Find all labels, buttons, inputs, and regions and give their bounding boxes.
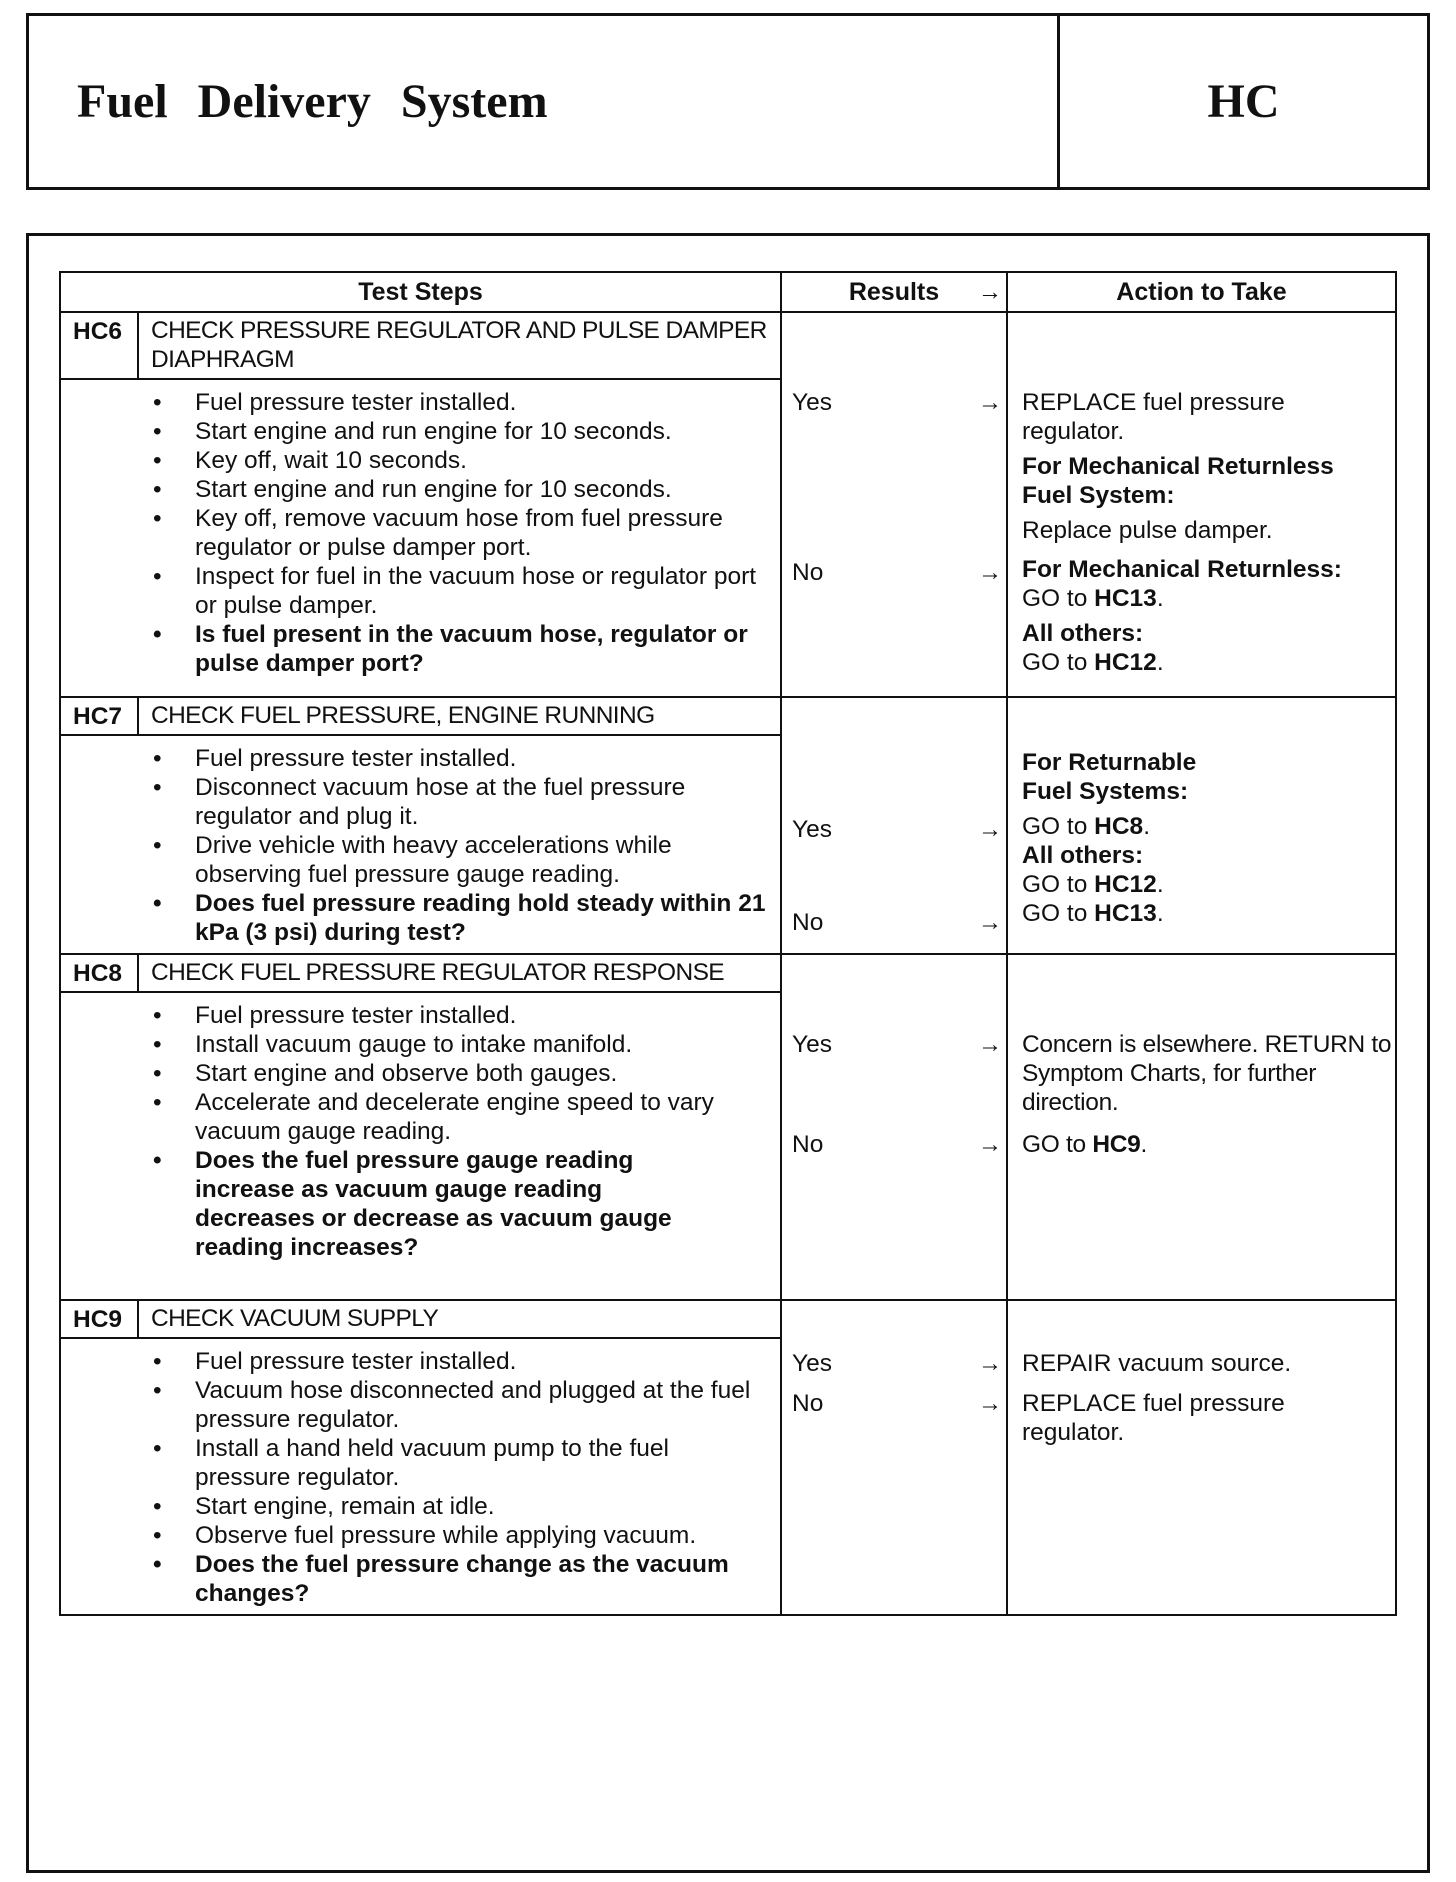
list-item: • Fuel pressure tester installed.: [195, 1347, 770, 1376]
action-heading: All others:: [1022, 842, 1144, 869]
step-question: • Is fuel present in the vacuum hose, regulator or pulse damper port?: [195, 620, 770, 678]
step-id: HC8: [61, 955, 139, 991]
list-item: • Disconnect vacuum hose at the fuel pressure regulator and plug it.: [195, 773, 770, 831]
table-header-row: [60, 272, 1396, 312]
action-text: Concern is elsewhere. RETURN to Symptom Charts, for further direction.: [1022, 1031, 1392, 1116]
content-frame: [26, 233, 1430, 1873]
step-question: • Does the fuel pressure change as the vacuum changes?: [195, 1550, 770, 1608]
step-title: CHECK PRESSURE REGULATOR AND PULSE DAMPER DIAPHRAGM: [151, 317, 767, 373]
action-text: REPAIR vacuum source.: [1022, 1350, 1292, 1377]
list-item: • Observe fuel pressure while applying vacuum.: [195, 1521, 770, 1550]
action-goto: GO to HC13.: [1022, 900, 1164, 927]
page-header: [26, 13, 1430, 190]
list-item: • Key off, remove vacuum hose from fuel pressure regulator or pulse damper port.: [195, 504, 770, 562]
list-item: • Inspect for fuel in the vacuum hose or regulator port or pulse damper.: [195, 562, 770, 620]
step-id: HC9: [61, 1301, 139, 1337]
result-yes: Yes →: [792, 816, 1002, 843]
action-cell: [1007, 954, 1396, 1300]
arrow-icon: →: [978, 389, 1002, 416]
list-item: • Start engine and observe both gauges.: [195, 1059, 720, 1088]
arrow-icon: →: [978, 278, 1002, 306]
action-goto: GO to HC9.: [1022, 1131, 1148, 1158]
step-cell: [60, 1300, 781, 1615]
step-bullets: [61, 993, 780, 1268]
action-heading: For Mechanical Returnless:: [1022, 556, 1342, 583]
arrow-icon: →: [978, 816, 1002, 843]
arrow-icon: →: [978, 909, 1002, 936]
result-yes: Yes →: [792, 1350, 1002, 1377]
table-row: [60, 1300, 1396, 1615]
action-text: REPLACE fuel pressure regulator.: [1022, 389, 1285, 445]
step-bullets: [61, 736, 780, 953]
table-row: [60, 697, 1396, 954]
result-no: No →: [792, 559, 1002, 586]
result-no: No →: [792, 909, 1002, 936]
arrow-icon: →: [978, 1031, 1002, 1058]
list-item: • Fuel pressure tester installed.: [195, 744, 770, 773]
arrow-icon: →: [978, 1350, 1002, 1377]
action-goto: GO to HC8.: [1022, 813, 1150, 840]
step-cell: [60, 312, 781, 697]
step-question: • Does the fuel pressure gauge reading increase as vacuum gauge reading decreases or decrease as vacuum gauge reading increases?: [195, 1146, 720, 1262]
action-heading: All others:: [1022, 620, 1144, 647]
action-heading: For Mechanical Returnless Fuel System:: [1022, 453, 1334, 509]
list-item: • Drive vehicle with heavy accelerations while observing fuel pressure gauge reading.: [195, 831, 770, 889]
list-item: • Start engine and run engine for 10 seconds.: [195, 417, 770, 446]
action-goto: GO to HC12.: [1022, 649, 1164, 676]
result-yes: Yes →: [792, 389, 1002, 416]
list-item: • Start engine and run engine for 10 seconds.: [195, 475, 770, 504]
list-item: • Fuel pressure tester installed.: [195, 388, 770, 417]
list-item: • Key off, wait 10 seconds.: [195, 446, 770, 475]
results-cell: [781, 697, 1007, 954]
arrow-icon: →: [978, 559, 1002, 586]
header-results-label: Results: [848, 277, 940, 306]
step-cell: [60, 954, 781, 1300]
results-cell: [781, 312, 1007, 697]
list-item: • Fuel pressure tester installed.: [195, 1001, 720, 1030]
action-goto: GO to HC12.: [1022, 871, 1164, 898]
action-cell: [1007, 312, 1396, 697]
results-cell: [781, 1300, 1007, 1615]
action-goto: GO to HC13.: [1022, 585, 1164, 612]
step-question: • Does fuel pressure reading hold steady within 21 kPa (3 psi) during test?: [195, 889, 770, 947]
list-item: • Install vacuum gauge to intake manifold.: [195, 1030, 720, 1059]
step-id: HC7: [61, 698, 139, 734]
step-title: CHECK FUEL PRESSURE, ENGINE RUNNING: [151, 702, 655, 729]
list-item: • Start engine, remain at idle.: [195, 1492, 770, 1521]
list-item: • Install a hand held vacuum pump to the fuel pressure regulator.: [195, 1434, 770, 1492]
table-row: [60, 312, 1396, 697]
step-id: HC6: [61, 313, 139, 378]
step-title: CHECK VACUUM SUPPLY: [151, 1305, 439, 1332]
header-action: Action to Take: [1007, 272, 1396, 312]
section-title: Fuel Delivery System: [29, 16, 1060, 187]
header-test-steps: Test Steps: [60, 272, 781, 312]
arrow-icon: →: [978, 1390, 1002, 1417]
header-results: [781, 272, 1007, 312]
action-text: Replace pulse damper.: [1022, 517, 1273, 544]
step-title: CHECK FUEL PRESSURE REGULATOR RESPONSE: [151, 959, 725, 986]
result-no: No →: [792, 1390, 1002, 1417]
step-cell: [60, 697, 781, 954]
arrow-icon: →: [978, 1131, 1002, 1158]
step-bullets: [61, 1339, 780, 1614]
action-cell: [1007, 697, 1396, 954]
result-no: No →: [792, 1131, 1002, 1158]
action-heading: For Returnable Fuel Systems:: [1022, 749, 1197, 805]
action-text: REPLACE fuel pressure regulator.: [1022, 1390, 1285, 1446]
section-code: HC: [1207, 75, 1280, 128]
table-row: [60, 954, 1396, 1300]
list-item: • Vacuum hose disconnected and plugged at the fuel pressure regulator.: [195, 1376, 770, 1434]
action-cell: [1007, 1300, 1396, 1615]
step-bullets: [61, 380, 780, 684]
result-yes: Yes →: [792, 1031, 1002, 1058]
results-cell: [781, 954, 1007, 1300]
list-item: • Accelerate and decelerate engine speed to vary vacuum gauge reading.: [195, 1088, 720, 1146]
test-steps-table: [59, 271, 1397, 1616]
